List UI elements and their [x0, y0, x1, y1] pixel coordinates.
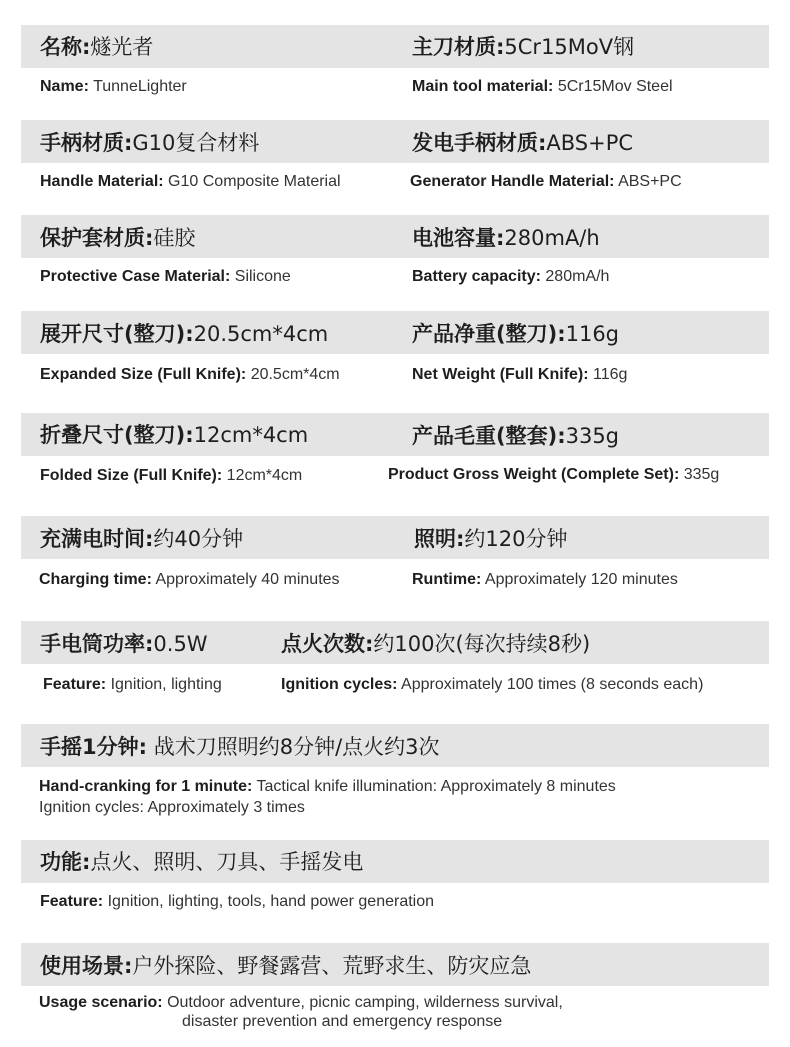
spec-expanded-size-zh: 展开尺寸(整刀):20.5cm*4cm: [40, 322, 329, 346]
spec-ignition-cycles-en: Ignition cycles: Approximately 100 times (8 seconds each): [281, 676, 704, 693]
spec-gross-weight-zh: 产品毛重(整套):335g: [412, 424, 620, 448]
spec-charging-time-zh: 充满电时间:约40分钟: [40, 527, 244, 551]
spec-hand-crank-en-line2: Ignition cycles: Approximately 3 times: [39, 799, 305, 816]
spec-lighting-zh: 照明:约120分钟: [414, 527, 568, 551]
spec-net-weight-zh: 产品净重(整刀):116g: [412, 322, 620, 346]
spec-handle-material-zh: 手柄材质:G10复合材料: [40, 131, 260, 155]
spec-feature-en: Feature: Ignition, lighting, tools, hand power generation: [40, 893, 435, 910]
spec-battery-capacity-en: Battery capacity: 280mA/h: [412, 268, 610, 285]
spec-feature-en-short: Feature: Ignition, lighting: [43, 676, 222, 693]
spec-battery-capacity-zh: 电池容量:280mA/h: [412, 226, 600, 250]
spec-hand-crank-en: Hand-cranking for 1 minute: Tactical knife illumination: Approximately 8 minutes: [39, 778, 616, 795]
spec-name-en: Name: TunneLighter: [40, 78, 187, 95]
spec-protective-case-en: Protective Case Material: Silicone: [40, 268, 291, 285]
spec-expanded-size-en: Expanded Size (Full Knife): 20.5cm*4cm: [40, 366, 340, 383]
spec-protective-case-zh: 保护套材质:硅胶: [40, 226, 196, 250]
spec-generator-handle-material-en: Generator Handle Material: ABS+PC: [410, 173, 682, 190]
spec-hand-crank-zh: 手摇1分钟: 战术刀照明约8分钟/点火约3次: [40, 735, 440, 759]
spec-main-tool-material-en: Main tool material: 5Cr15Mov Steel: [412, 78, 673, 95]
spec-name-zh: 名称:燧光者: [40, 35, 154, 59]
spec-net-weight-en: Net Weight (Full Knife): 116g: [412, 366, 628, 383]
spec-ignition-count-zh: 点火次数:约100次(每次持续8秒): [281, 632, 591, 656]
spec-usage-scenario-zh: 使用场景:户外探险、野餐露营、荒野求生、防灾应急: [40, 954, 532, 978]
spec-usage-scenario-en: Usage scenario: Outdoor adventure, picnic camping, wilderness survival,: [39, 994, 563, 1011]
spec-folded-size-zh: 折叠尺寸(整刀):12cm*4cm: [40, 423, 309, 447]
spec-folded-size-en: Folded Size (Full Knife): 12cm*4cm: [40, 467, 303, 484]
spec-usage-scenario-en-line2: disaster prevention and emergency response: [182, 1013, 503, 1030]
spec-function-zh: 功能:点火、照明、刀具、手摇发电: [40, 850, 364, 874]
spec-runtime-en: Runtime: Approximately 120 minutes: [412, 571, 678, 588]
spec-flashlight-power-zh: 手电筒功率:0.5W: [40, 632, 208, 656]
spec-generator-handle-material-zh: 发电手柄材质:ABS+PC: [412, 131, 634, 155]
spec-main-tool-material-zh: 主刀材质:5Cr15MoV钢: [412, 35, 635, 59]
spec-charging-time-en: Charging time: Approximately 40 minutes: [39, 571, 340, 588]
spec-gross-weight-en: Product Gross Weight (Complete Set): 335g: [388, 466, 720, 483]
spec-handle-material-en: Handle Material: G10 Composite Material: [40, 173, 341, 190]
